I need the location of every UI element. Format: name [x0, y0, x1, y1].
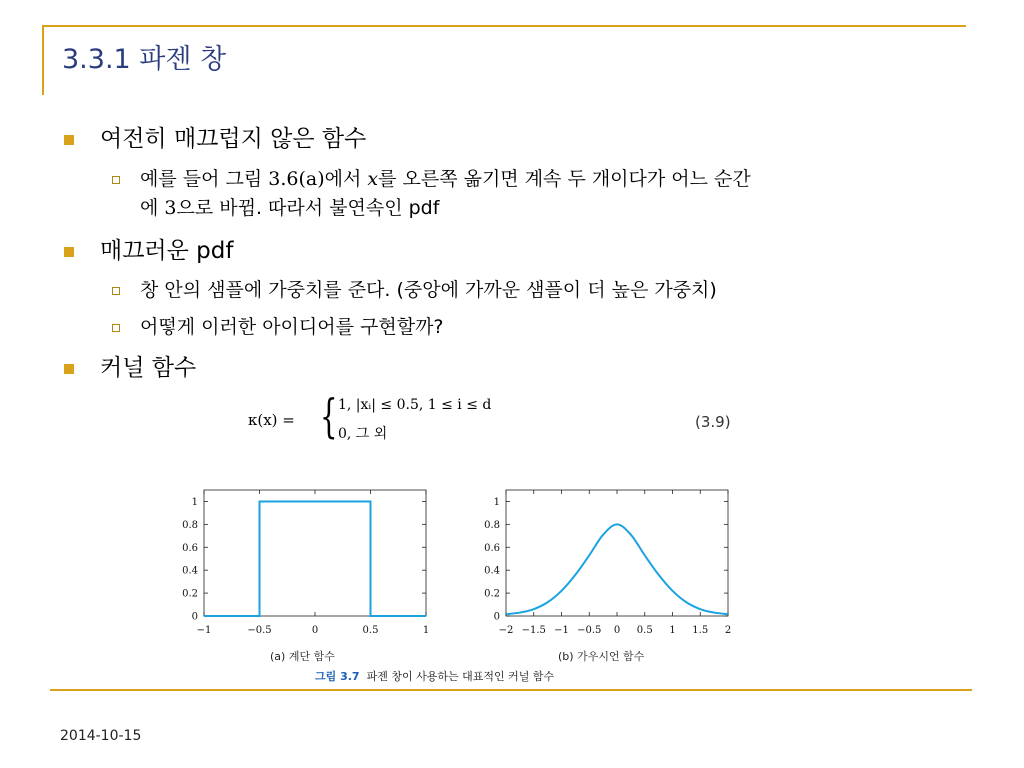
- gaussian-function-plot: [470, 484, 740, 634]
- y-tick-label: 0.6: [182, 542, 198, 554]
- hollow-square-icon: [112, 324, 120, 332]
- x-tick-label: 1: [422, 625, 430, 634]
- formula-lhs: κ(x) =: [248, 411, 295, 429]
- figure-caption-text: 파젠 창이 사용하는 대표적인 커널 함수: [366, 670, 555, 683]
- bullet-text: 여전히 매끄럽지 않은 함수: [100, 126, 367, 152]
- x-tick-label: −0.5: [577, 625, 602, 634]
- title-divider-top: [42, 25, 966, 27]
- hollow-square-icon: [112, 176, 120, 184]
- text-run: 예를 들어 그림: [140, 168, 269, 190]
- slide-title: 3.3.1 파젠 창: [62, 44, 227, 75]
- y-tick-label: 0.4: [484, 565, 500, 577]
- bullet-square-icon: [64, 135, 74, 145]
- y-tick-label: 1: [493, 496, 500, 508]
- equation-number: (3.9): [695, 413, 731, 431]
- x-tick-label: −0.5: [247, 625, 272, 634]
- y-tick-label: 0.8: [182, 519, 198, 531]
- bullet-subtext: [140, 196, 439, 221]
- footer-divider: [50, 689, 972, 691]
- title-bar: [42, 25, 966, 95]
- y-tick-label: 1: [191, 496, 198, 508]
- formula-brace: {: [320, 389, 338, 443]
- x-tick-label: −1.5: [521, 625, 546, 634]
- figure-caption-label: 그림 3.7: [315, 670, 360, 683]
- x-tick-label: 0: [613, 625, 621, 634]
- plot-frame: [506, 490, 728, 616]
- bullet-text: 매끄러운 pdf: [100, 238, 234, 264]
- formula-case-2: 0, 그 외: [338, 426, 388, 442]
- bullet-square-icon: [64, 364, 74, 374]
- y-tick-label: 0.4: [182, 565, 198, 577]
- step-function-plot: [168, 484, 438, 634]
- x-tick-label: 0: [311, 625, 319, 634]
- gaussian-function-chart: [470, 484, 740, 634]
- plot-frame: [204, 490, 426, 616]
- x-tick-label: 1.5: [692, 625, 709, 634]
- chart-caption-a: (a) 계단 함수: [270, 650, 335, 663]
- y-tick-label: 0.2: [182, 588, 198, 600]
- title-divider-left: [42, 25, 44, 95]
- x-tick-label: −2: [498, 625, 514, 634]
- x-tick-label: 0.5: [636, 625, 653, 634]
- y-tick-label: 0: [191, 611, 198, 623]
- text-run: 으로 바뀜. 따라서 불연속인 pdf: [176, 197, 440, 219]
- bullet-subtext: [140, 167, 751, 192]
- series-line: [506, 524, 728, 614]
- hollow-square-icon: [112, 287, 120, 295]
- y-tick-label: 0: [493, 611, 500, 623]
- figure-reference: 3.6(a): [268, 168, 325, 190]
- x-tick-label: −1: [196, 625, 212, 634]
- slide-date: 2014-10-15: [60, 728, 142, 744]
- bullet-square-icon: [64, 247, 74, 257]
- text-run: 에: [140, 197, 165, 219]
- bullet-subtext: 어떻게 이러한 아이디어를 구현할까?: [140, 316, 444, 338]
- series-line: [204, 501, 426, 616]
- x-tick-label: 2: [724, 625, 732, 634]
- chart-caption-b: (b) 가우시언 함수: [558, 650, 645, 663]
- variable-x: x: [367, 168, 379, 190]
- number-three: 3: [164, 197, 177, 219]
- y-tick-label: 0.8: [484, 519, 500, 531]
- x-tick-label: 1: [669, 625, 676, 634]
- x-tick-label: 0.5: [362, 625, 379, 634]
- formula-case-1: 1, |xᵢ| ≤ 0.5, 1 ≤ i ≤ d: [338, 397, 492, 413]
- step-function-chart: [168, 484, 438, 634]
- y-tick-label: 0.6: [484, 542, 500, 554]
- x-tick-label: −1: [554, 625, 569, 634]
- y-tick-label: 0.2: [484, 588, 500, 600]
- text-run: 를 오른쪽 옮기면 계속 두 개이다가 어느 순간: [378, 168, 751, 190]
- text-run: 에서: [324, 168, 368, 190]
- bullet-text: 커널 함수: [100, 355, 197, 381]
- kernel-formula: [248, 389, 748, 453]
- figure-caption: [315, 668, 554, 684]
- bullet-subtext: 창 안의 샘플에 가중치를 준다. (중앙에 가까운 샘플이 더 높은 가중치): [140, 279, 717, 301]
